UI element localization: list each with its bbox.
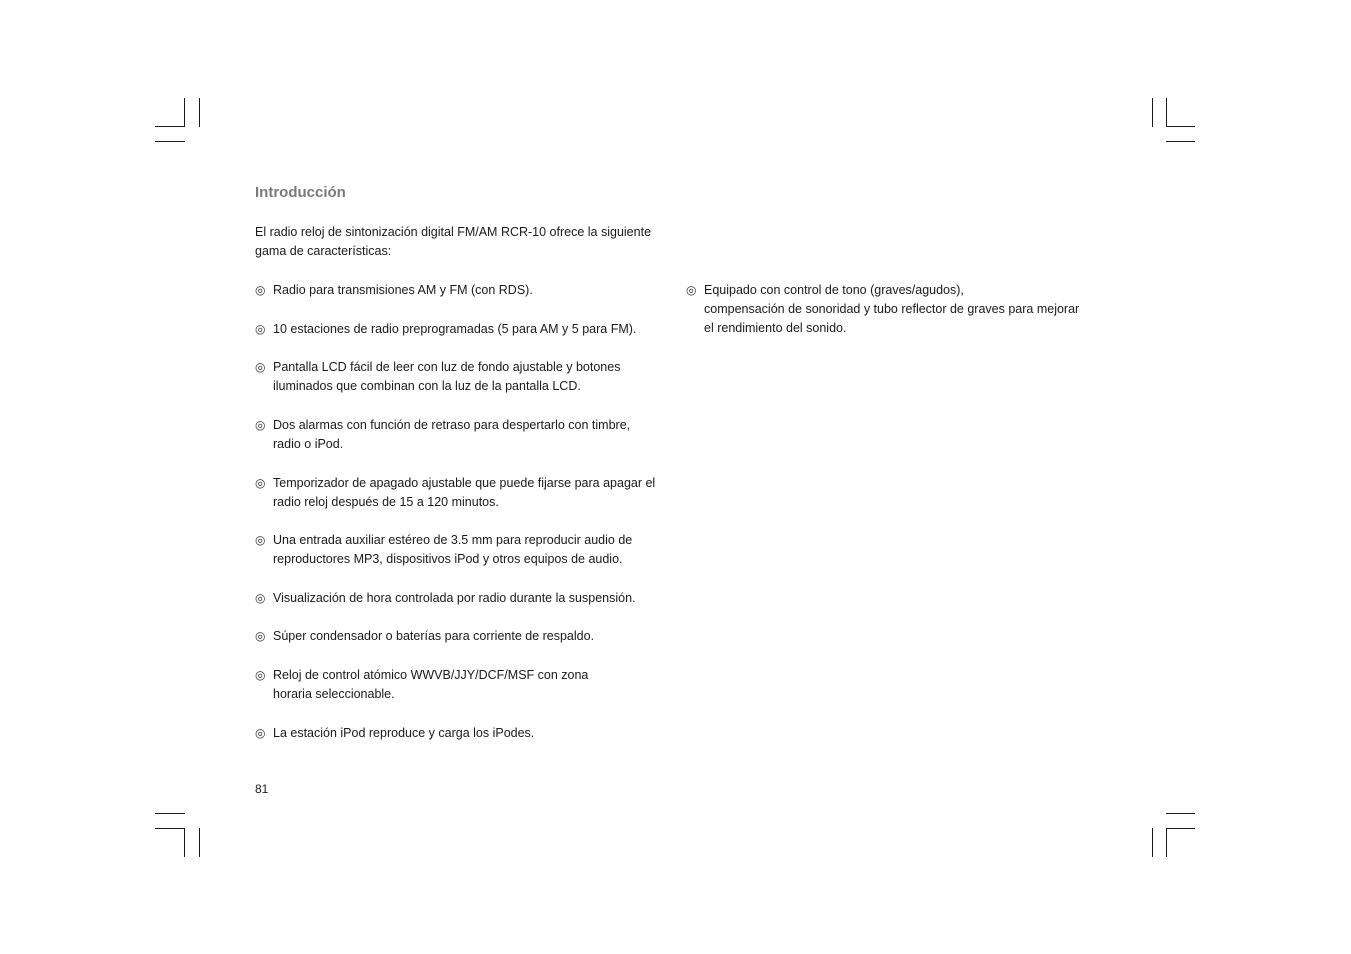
feature-text: Reloj de control atómico WWVB/JJY/DCF/MSF con zona horaria seleccionable. — [273, 668, 589, 701]
crop-mark — [1166, 141, 1195, 142]
bullet-icon: ◎ — [686, 283, 697, 297]
feature-item — [255, 724, 693, 743]
bullet-icon: ◎ — [255, 668, 266, 682]
feature-text: 10 estaciones de radio preprogramadas (5 para AM y 5 para FM). — [273, 322, 637, 336]
crop-mark — [155, 141, 185, 142]
feature-item — [255, 531, 693, 569]
crop-mark — [1166, 828, 1195, 829]
feature-item — [255, 589, 693, 608]
crop-mark — [199, 828, 200, 857]
crop-mark — [199, 98, 200, 127]
crop-mark — [1166, 828, 1167, 857]
page-title: Introducción — [255, 184, 346, 201]
feature-text: Dos alarmas con función de retraso para despertarlo con timbre, radio o iPod. — [273, 418, 631, 451]
crop-mark — [1152, 828, 1153, 857]
crop-mark — [1166, 813, 1195, 814]
feature-item — [255, 416, 693, 454]
feature-item — [255, 320, 693, 339]
intro-paragraph — [255, 223, 675, 261]
crop-mark — [184, 98, 185, 127]
feature-text: Radio para transmisiones AM y FM (con RDS). — [273, 283, 533, 297]
bullet-icon: ◎ — [255, 283, 266, 297]
feature-item — [686, 281, 1124, 338]
feature-text: Visualización de hora controlada por radio durante la suspensión. — [273, 591, 636, 605]
bullet-icon: ◎ — [255, 726, 266, 740]
crop-mark — [155, 126, 185, 127]
feature-text: Temporizador de apagado ajustable que puede fijarse para apagar el radio reloj después de 15 a 120 minutos. — [273, 476, 656, 509]
page-number: 81 — [255, 782, 269, 796]
feature-item — [255, 474, 693, 512]
feature-text: La estación iPod reproduce y carga los iPodes. — [273, 726, 535, 740]
bullet-icon: ◎ — [255, 418, 266, 432]
crop-mark — [155, 813, 185, 814]
bullet-icon: ◎ — [255, 360, 266, 374]
feature-text: Pantalla LCD fácil de leer con luz de fondo ajustable y botones iluminados que combinan con la luz de la pantalla LCD. — [273, 360, 621, 393]
crop-mark — [184, 828, 185, 857]
feature-text: Una entrada auxiliar estéreo de 3.5 mm para reproducir audio de reproductores MP3, dispositivos iPod y otros equipos de audio. — [273, 533, 633, 566]
feature-item — [255, 627, 693, 646]
bullet-icon: ◎ — [255, 322, 266, 336]
bullet-icon: ◎ — [255, 629, 266, 643]
bullet-icon: ◎ — [255, 476, 266, 490]
feature-item — [255, 666, 693, 704]
feature-text: Equipado con control de tono (graves/agudos), compensación de sonoridad y tubo reflector de graves para mejorar el rendimiento del sonido. — [704, 283, 1080, 335]
feature-item — [255, 358, 693, 396]
feature-item — [255, 281, 693, 300]
crop-mark — [1166, 126, 1195, 127]
feature-text: Súper condensador o baterías para corriente de respaldo. — [273, 629, 595, 643]
crop-mark — [155, 828, 185, 829]
crop-mark — [1152, 98, 1153, 127]
bullet-icon: ◎ — [255, 591, 266, 605]
crop-mark — [1166, 98, 1167, 127]
intro-text: El radio reloj de sintonización digital FM/AM RCR-10 ofrece la siguiente gama de características: — [255, 225, 652, 258]
bullet-icon: ◎ — [255, 533, 266, 547]
